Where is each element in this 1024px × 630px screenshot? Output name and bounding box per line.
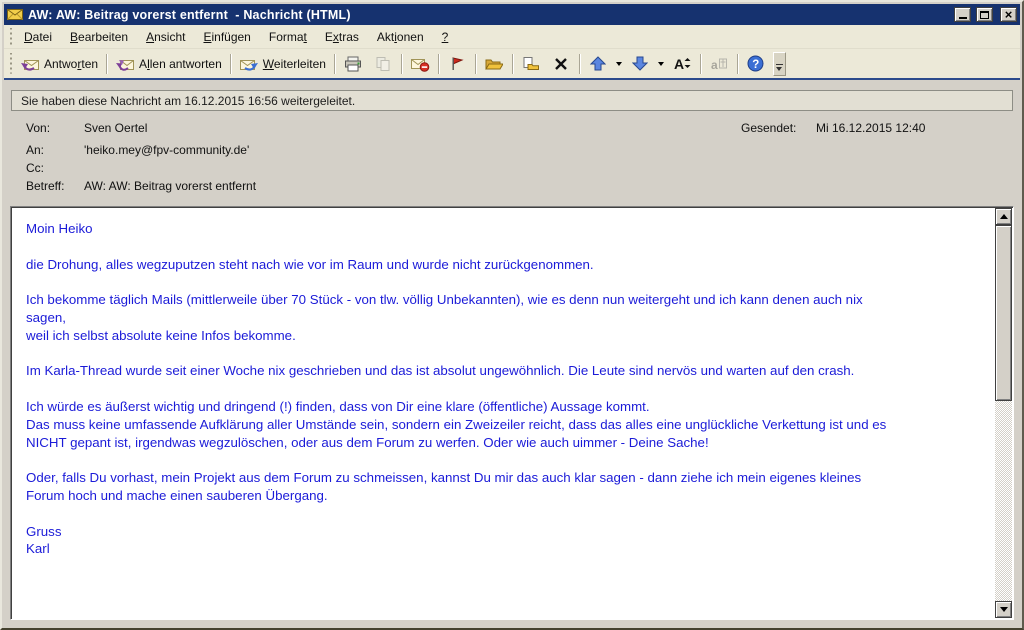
message-body-line xyxy=(26,505,994,523)
from-value: Sven Oertel xyxy=(84,121,148,135)
message-body-line xyxy=(26,273,994,291)
svg-text:a: a xyxy=(710,57,718,72)
junk-mail-button[interactable] xyxy=(405,52,435,76)
message-body-line: Ich bekomme täglich Mails (mittlerweile über 70 Stück - von tlw. völlig Unbekannten), wie es denn nun weitergeht und ich kann denen auch nix xyxy=(26,292,863,308)
menu-item-aktionen[interactable]: Aktionen xyxy=(376,29,424,44)
toolbar-separator xyxy=(512,54,513,74)
print-button[interactable] xyxy=(338,52,368,76)
scroll-up-button[interactable] xyxy=(995,208,1012,225)
help-icon xyxy=(746,55,766,72)
menubar-grip-handle[interactable] xyxy=(8,28,13,44)
maximize-icon xyxy=(980,11,989,19)
scroll-down-button[interactable] xyxy=(995,601,1012,618)
menu-item-extras[interactable]: Extras xyxy=(324,29,359,44)
delete-button[interactable] xyxy=(546,52,576,76)
minimize-button[interactable] xyxy=(954,7,971,22)
cc-label: Cc: xyxy=(26,161,44,175)
help-button[interactable] xyxy=(741,52,771,76)
cc-row xyxy=(26,161,84,175)
menu-bar xyxy=(4,25,1020,49)
window-title: AW: AW: Beitrag vorerst entfernt - Nachricht (HTML) xyxy=(28,7,351,22)
menu-item-format[interactable]: Format xyxy=(268,29,307,44)
chevron-down-icon xyxy=(776,67,782,71)
print-icon xyxy=(343,55,363,72)
message-headers xyxy=(4,114,1020,206)
to-row xyxy=(26,143,249,157)
message-body-line: Forum hoch und mache einen sauberen Übergang. xyxy=(26,487,328,503)
message-body-line: Das muss keine umfassende Aufklärung aller Umstände sein, sondern ein Zweizeiler reicht, dass das alles eine unglückliche Verkettung ist und es xyxy=(26,416,887,432)
mail-envelope-icon xyxy=(7,8,23,21)
forward-icon xyxy=(239,55,259,72)
delete-icon xyxy=(551,55,571,72)
toolbar-options-button[interactable] xyxy=(773,52,786,76)
forwarded-info-text: Sie haben diese Nachricht am 16.12.2015 16:56 weitergeleitet. xyxy=(21,93,356,108)
text-size-button[interactable] xyxy=(667,52,697,76)
title-bar[interactable] xyxy=(4,4,1020,25)
toolbar-separator xyxy=(106,54,107,74)
menu-item-ansicht[interactable]: Ansicht xyxy=(146,29,186,44)
toolbar-grip-handle[interactable] xyxy=(8,53,13,73)
message-body-line: Karl xyxy=(26,541,50,557)
toolbar-separator xyxy=(700,54,701,74)
reply-label: Antworten xyxy=(44,56,99,71)
message-body-line: Moin Heiko xyxy=(26,221,93,236)
message-body-line: Oder, falls Du vorhast, mein Projekt aus dem Forum zu schmeissen, kannst Du mir das auch klar sagen - dann ziehe ich mein eigenes kleines xyxy=(26,470,862,486)
to-label: An: xyxy=(26,143,45,157)
message-body[interactable] xyxy=(13,209,994,617)
translate-button[interactable] xyxy=(704,52,734,76)
standard-toolbar xyxy=(4,49,1020,78)
message-body-line: die Drohung, alles wegzuputzen steht nach wie vor im Raum und wurde nicht zurückgenommen. xyxy=(26,256,594,272)
close-icon: × xyxy=(1004,6,1013,22)
svg-text:A: A xyxy=(673,55,685,72)
toolbar-separator xyxy=(737,54,738,74)
vertical-scrollbar[interactable] xyxy=(995,208,1012,618)
next-item-dropdown-icon[interactable] xyxy=(658,62,664,66)
message-body-line: weil ich selbst absolute keine Infos bekomme. xyxy=(26,327,296,343)
create-rule-icon xyxy=(521,55,541,72)
reply-all-button[interactable] xyxy=(110,52,227,76)
next-item-button[interactable] xyxy=(625,52,655,76)
copy-icon xyxy=(373,55,393,72)
move-to-folder-icon xyxy=(484,55,504,72)
text-size-icon xyxy=(672,55,692,72)
follow-up-flag-button[interactable] xyxy=(442,52,472,76)
move-to-folder-button[interactable] xyxy=(479,52,509,76)
toolbar-separator xyxy=(579,54,580,74)
message-body-frame xyxy=(10,206,1014,620)
translate-icon xyxy=(709,55,729,72)
toolbar-separator xyxy=(475,54,476,74)
sent-row xyxy=(741,121,925,135)
toolbar-options-icon xyxy=(776,64,783,65)
create-rule-button[interactable] xyxy=(516,52,546,76)
toolbar-separator xyxy=(438,54,439,74)
scroll-down-icon xyxy=(1000,607,1008,612)
subject-value: AW: AW: Beitrag vorerst entfernt xyxy=(84,179,257,193)
message-body-line: Ich würde es äußerst wichtig und dringend (!) finden, dass von Dir eine klare (öffentliche) Aussage kommt. xyxy=(26,398,650,414)
menu-item-einfuegen[interactable]: Einfügen xyxy=(203,29,251,44)
from-row xyxy=(26,121,147,135)
reply-icon xyxy=(20,55,40,72)
forward-label: Weiterleiten xyxy=(262,56,326,71)
message-body-line xyxy=(26,345,994,363)
previous-item-button[interactable] xyxy=(583,52,613,76)
scrollbar-thumb[interactable] xyxy=(995,225,1012,401)
copy-button[interactable] xyxy=(368,52,398,76)
toolbar-separator xyxy=(230,54,231,74)
from-label: Von: xyxy=(26,121,51,135)
previous-item-dropdown-icon[interactable] xyxy=(616,62,622,66)
subject-row xyxy=(26,179,256,193)
follow-up-flag-icon xyxy=(447,55,467,72)
junk-mail-icon xyxy=(410,55,430,72)
subject-label: Betreff: xyxy=(26,179,65,193)
reply-button[interactable] xyxy=(15,52,103,76)
menu-item-bearbeiten[interactable]: Bearbeiten xyxy=(70,29,129,44)
minimize-icon xyxy=(959,17,967,19)
message-body-line xyxy=(26,380,994,398)
message-body-line: sagen, xyxy=(26,309,66,325)
reply-all-icon xyxy=(115,55,135,72)
forwarded-info-bar xyxy=(11,90,1013,111)
to-value: 'heiko.mey@fpv-community.de' xyxy=(84,143,250,157)
scroll-up-icon xyxy=(1000,214,1008,219)
message-body-line: NICHT gepant ist, irgendwas wegzulöschen, oder aus dem Forum zu werfen. Oder wie auch uimmer - Deine Sache! xyxy=(26,434,709,450)
previous-item-icon xyxy=(588,55,608,72)
toolbar-separator xyxy=(334,54,335,74)
message-body-line: Im Karla-Thread wurde seit einer Woche nix geschrieben und das ist absolut ungewöhnlich. Die Leute sind nervös und warten auf den crash. xyxy=(26,363,855,379)
menu-items xyxy=(15,26,457,48)
maximize-button[interactable] xyxy=(976,7,993,22)
menu-item-datei[interactable]: Datei xyxy=(24,29,53,44)
reply-all-label: Allen antworten xyxy=(139,56,222,71)
sent-label: Gesendet: xyxy=(741,121,797,135)
message-body-line xyxy=(26,451,994,469)
next-item-icon xyxy=(630,55,650,72)
menu-item-hilfe[interactable]: ? xyxy=(441,29,449,44)
message-body-line xyxy=(26,238,994,256)
close-button[interactable] xyxy=(1000,7,1017,22)
toolbar-bottom-divider xyxy=(4,78,1020,80)
toolbar-separator xyxy=(401,54,402,74)
forward-button[interactable] xyxy=(234,52,331,76)
message-body-line: Gruss xyxy=(26,523,62,539)
sent-value: Mi 16.12.2015 12:40 xyxy=(816,121,926,135)
svg-text:?: ? xyxy=(752,59,760,71)
